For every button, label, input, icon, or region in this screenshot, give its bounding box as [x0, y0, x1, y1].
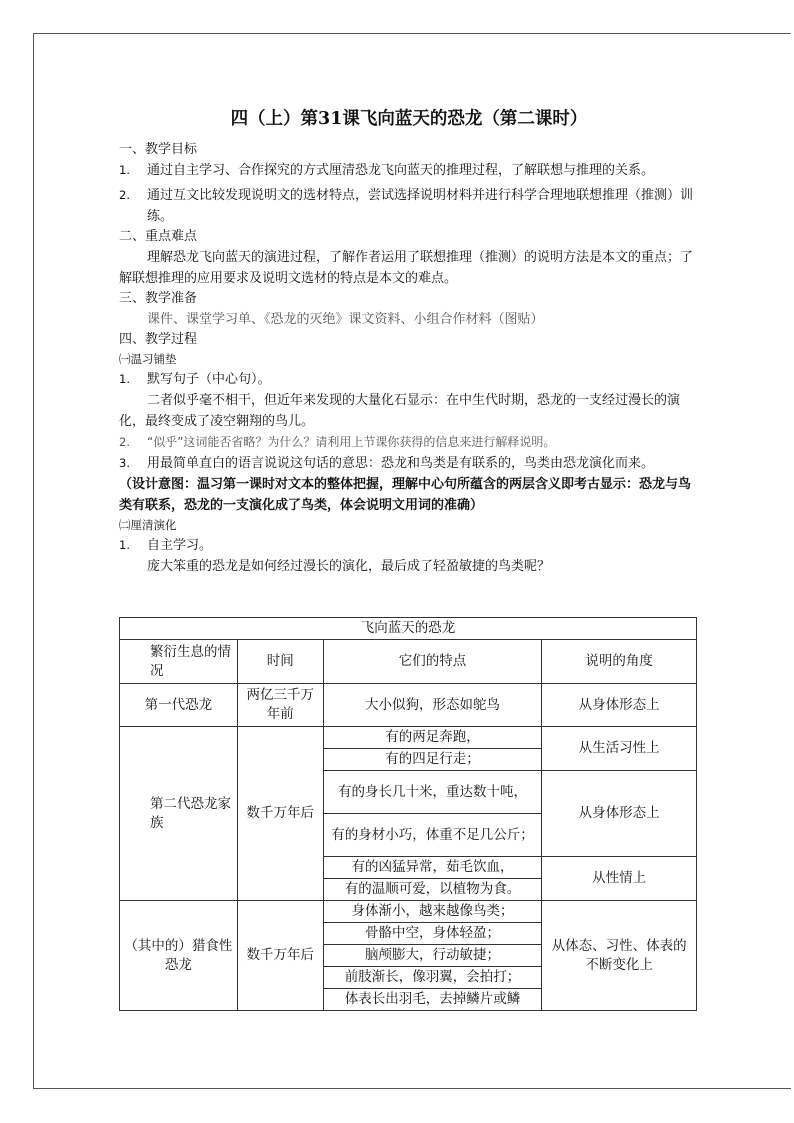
gen2-angle: 从性情上: [542, 857, 697, 901]
item-text: 用最简单直白的语言说说这句话的意思：恐龙和鸟类是有联系的，鸟类由恐龙演化而来。: [147, 456, 655, 471]
header-cell: 时间: [237, 640, 323, 684]
prep-text: 课件、课堂学习单、《恐龙的灭绝》课文资料、小组合作材料（图贴）: [147, 312, 544, 327]
gen3-angle: 从体态、习性、体表的不断变化上: [542, 901, 697, 1011]
item-number: 3.: [119, 456, 130, 470]
key-points-heading: 二、重点难点: [119, 229, 198, 244]
gen2-time: 数千万年后: [237, 727, 323, 901]
process-item: [119, 432, 699, 453]
part1-heading: ㈠温习铺垫: [119, 352, 177, 366]
gen3-feature: 骨骼中空，身体轻盈；: [323, 923, 542, 945]
header-cell: 说明的角度: [542, 640, 697, 684]
item-text: 自主学习。: [147, 538, 213, 553]
gen2-angle: 从身体形态上: [542, 771, 697, 857]
lesson-plan: [119, 104, 699, 577]
table-caption: 飞向蓝天的恐龙: [120, 618, 697, 640]
page-title: 四（上）第31课飞向蓝天的恐龙（第二课时）: [230, 109, 588, 129]
goal-text: 通过互文比较发现说明文的选材特点，尝试选择说明材料并进行科学合理地联想推理（推测）训练。: [147, 188, 694, 224]
gen2-feature: 有的两足奔跑，: [323, 727, 542, 749]
gen2-feature: 有的身长几十米，重达数十吨，: [323, 771, 542, 814]
item-number: 2.: [119, 435, 130, 449]
goal-item: [119, 185, 699, 227]
item-number: 1.: [119, 538, 130, 552]
gen1-name: 第一代恐龙: [120, 684, 238, 727]
goal-item: [119, 160, 699, 181]
process-item: [119, 453, 699, 474]
gen3-time: 数千万年后: [237, 901, 323, 1011]
evolution-table: [119, 617, 697, 1011]
header-cell: 它们的特点: [323, 640, 542, 684]
goal-number: 1.: [119, 163, 130, 177]
gen3-feature: 身体渐小，越来越像鸟类；: [323, 901, 542, 923]
prep-heading: 三、教学准备: [119, 291, 198, 306]
gen1-time: 两亿三千万年前: [237, 684, 323, 727]
key-points-text: 理解恐龙飞向蓝天的演进过程，了解作者运用了联想推理（推测）的说明方法是本文的重点；了解联想推理的应用要求及说明文选材的特点是本文的难点。: [119, 250, 694, 286]
item-text: “似乎”这词能否省略？为什么？请利用上节课你获得的信息来进行解释说明。: [147, 435, 556, 449]
item-number: 1.: [119, 372, 130, 386]
goal-number: 2.: [119, 188, 130, 202]
gen1-feature: 大小似狗，形态如鸵鸟: [323, 684, 542, 727]
goals-heading: 一、教学目标: [119, 142, 198, 157]
design-note: （设计意图：温习第一课时对文本的整体把握，理解中心句所蕴含的两层含义即考古显示：恐龙与鸟类有联系，恐龙的一支演化成了鸟类，体会说明文用词的准确）: [119, 477, 692, 513]
gen2-name: 第二代恐龙家族: [120, 727, 238, 901]
gen3-name: （其中的）猎食性恐龙: [120, 901, 238, 1011]
gen3-feature: 体表长出羽毛，去掉鳞片或鳞: [323, 989, 542, 1011]
guiding-question: 庞大笨重的恐龙是如何经过漫长的演化，最后成了轻盈敏捷的鸟类呢？: [147, 559, 551, 574]
gen2-feature: 有的四足行走；: [323, 749, 542, 771]
central-sentence: 二者似乎毫不相干，但近年来发现的大量化石显示：在中生代时期，恐龙的一支经过漫长的演化，最终变成了凌空翱翔的鸟儿。: [119, 393, 681, 429]
item-text: 默写句子（中心句）。: [147, 372, 271, 387]
part2-heading: ㈡厘清演化: [119, 518, 177, 532]
header-cell: 繁衍生息的情况: [120, 640, 238, 684]
goal-text: 通过自主学习、合作探究的方式厘清恐龙飞向蓝天的推理过程，了解联想与推理的关系。: [147, 163, 655, 178]
process-item: [119, 369, 699, 390]
gen2-feature: 有的温顺可爱，以植物为食。: [323, 879, 542, 901]
gen3-feature: 前肢渐长，像羽翼，会拍打；: [323, 967, 542, 989]
gen1-angle: 从身体形态上: [542, 684, 697, 727]
process-heading: 四、教学过程: [119, 332, 198, 347]
gen2-feature: 有的身材小巧，体重不足几公斤；: [323, 814, 542, 857]
gen3-feature: 脑颅膨大，行动敏捷；: [323, 945, 542, 967]
gen2-angle: 从生活习性上: [542, 727, 697, 771]
process-item: [119, 535, 699, 556]
gen2-feature: 有的凶猛异常，茹毛饮血，: [323, 857, 542, 879]
